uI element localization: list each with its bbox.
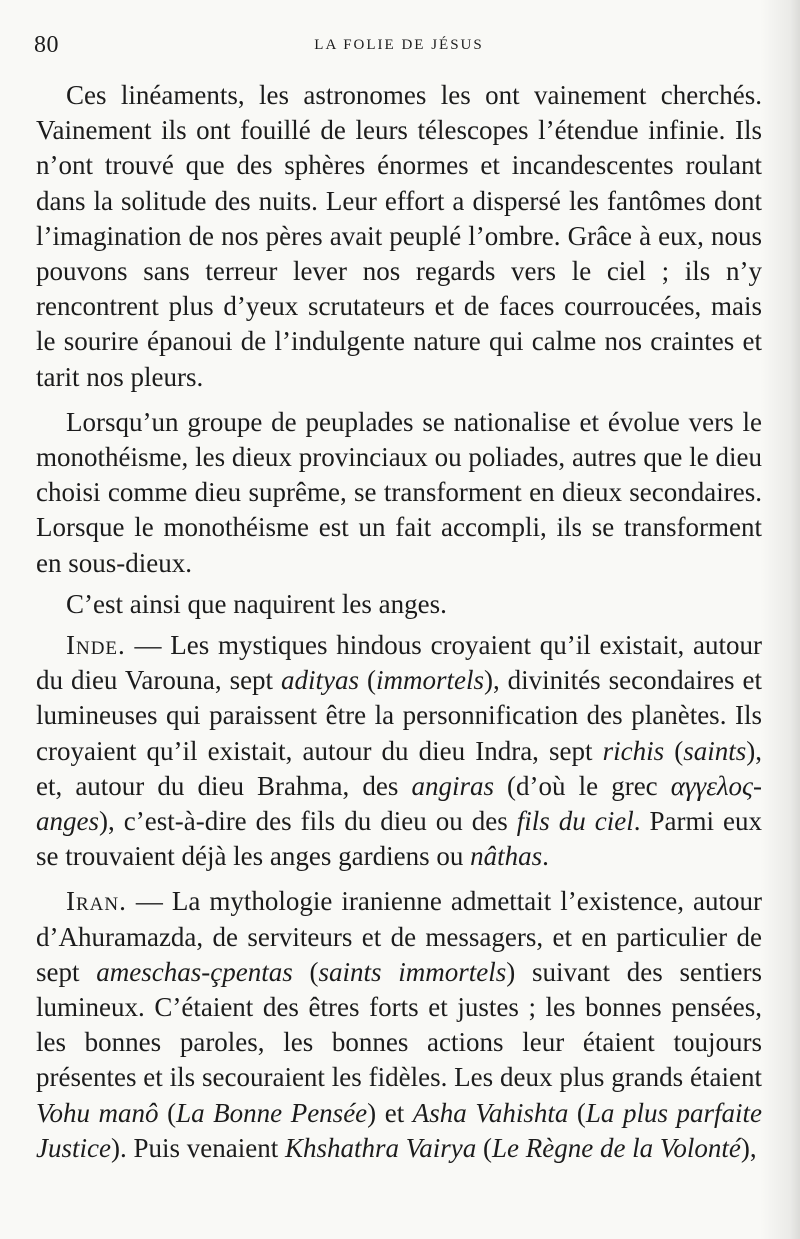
page-header (34, 32, 764, 62)
text-run: (d’où le grec (493, 770, 671, 801)
text-run: ( (292, 956, 319, 987)
section-label: Inde. (66, 630, 126, 661)
italic-term: nâthas (470, 841, 543, 872)
italic-term: La Bonne Pensée (176, 1097, 368, 1128)
text-run: ( (476, 1132, 492, 1163)
italic-term: Vohu manô (36, 1097, 159, 1128)
text-run: Ces linéaments, les astronomes les ont vainement cherchés. Vainement ils ont fouillé de leurs télescopes l’étendue infinie. Ils n’ont trouvé que des sphères énormes et incandescentes roulant dans la solitude des nuits. Leur effort a dispersé les fantômes dont l’imagination de nos pères avait peuplé l’ombre. Grâce à eux, nous pouvons sans terreur lever nos regards vers le ciel ; ils n’y rencontrent plus d’yeux scrutateurs et de faces courroucées, mais le sourire épanoui de l’indulgente nature qui calme nos craintes et tarit nos pleurs. (36, 80, 762, 392)
italic-term: αγγελος-anges (36, 770, 762, 837)
text-run: ). Puis venaient (110, 1132, 285, 1163)
text-run: ), et, autour du dieu Brahma, des (36, 735, 762, 801)
italic-term: saints immortels (318, 956, 507, 987)
text-run: C’est ainsi que naquirent les anges. (66, 588, 447, 619)
italic-term: richis (602, 735, 665, 766)
paragraph (36, 78, 762, 395)
text-run: ( (664, 735, 684, 766)
text-run: ( (158, 1097, 177, 1128)
italic-term: Khshathra Vairya (284, 1132, 477, 1163)
text-run: ), divinités secondaires et lumineuses qui paraissent être la personnification des planètes. Ils croyaient qu’il existait, autour du dieu Indra, sept (36, 665, 762, 766)
text-run: . (542, 841, 549, 872)
running-title: LA FOLIE DE JÉSUS (314, 37, 484, 53)
body-text (36, 78, 762, 1176)
italic-term: Asha Vahishta (412, 1097, 569, 1128)
italic-term: immortels (375, 665, 484, 696)
text-run: ) suivant des sentiers lumineux. C’étaient des êtres forts et justes ; les bonnes pensées, les bonnes paroles, les bonnes actions leur étaient toujours présentes et ils secouraient les fidèles. Les deux plus grands étaient (36, 956, 763, 1093)
text-run: . Parmi eux se trouvaient déjà les anges gardiens ou (36, 806, 763, 872)
text-run: — La mythologie iranienne admettait l’existence, autour d’Ahuramazda, de serviteurs et de messagers, et en particulier de sept (36, 886, 762, 987)
paragraph (36, 628, 762, 874)
paragraph (36, 587, 762, 622)
text-run: ), (740, 1132, 757, 1163)
italic-term: angiras (411, 770, 494, 801)
text-run: ( (359, 665, 376, 696)
text-run: ), c’est-à-dire des fils du dieu ou des (99, 806, 517, 837)
italic-term: La plus parfaite Justice (36, 1097, 762, 1163)
page-number: 80 (34, 32, 59, 58)
italic-term: saints (683, 735, 747, 766)
section-label: Iran. (66, 886, 127, 917)
italic-term: Le Règne de la Volonté (491, 1132, 741, 1163)
italic-term: fils du ciel (516, 806, 634, 837)
italic-term: adityas (281, 665, 360, 696)
italic-term: ameschas-çpentas (96, 956, 293, 987)
text-run: — Les mystiques hindous croyaient qu’il existait, autour du dieu Varouna, sept (36, 630, 762, 696)
text-run: ) et (367, 1097, 413, 1128)
paragraph (36, 405, 762, 581)
text-run: ( (568, 1097, 586, 1128)
text-run: Lorsqu’un groupe de peuplades se nationalise et évolue vers le monothéisme, les dieux provinciaux ou poliades, autres que le dieu choisi comme dieu suprême, se transforment en dieux secondaires. Lorsque le monothéisme est un fait accompli, ils se transforment en sous-dieux. (36, 406, 762, 578)
paragraph (36, 884, 762, 1166)
